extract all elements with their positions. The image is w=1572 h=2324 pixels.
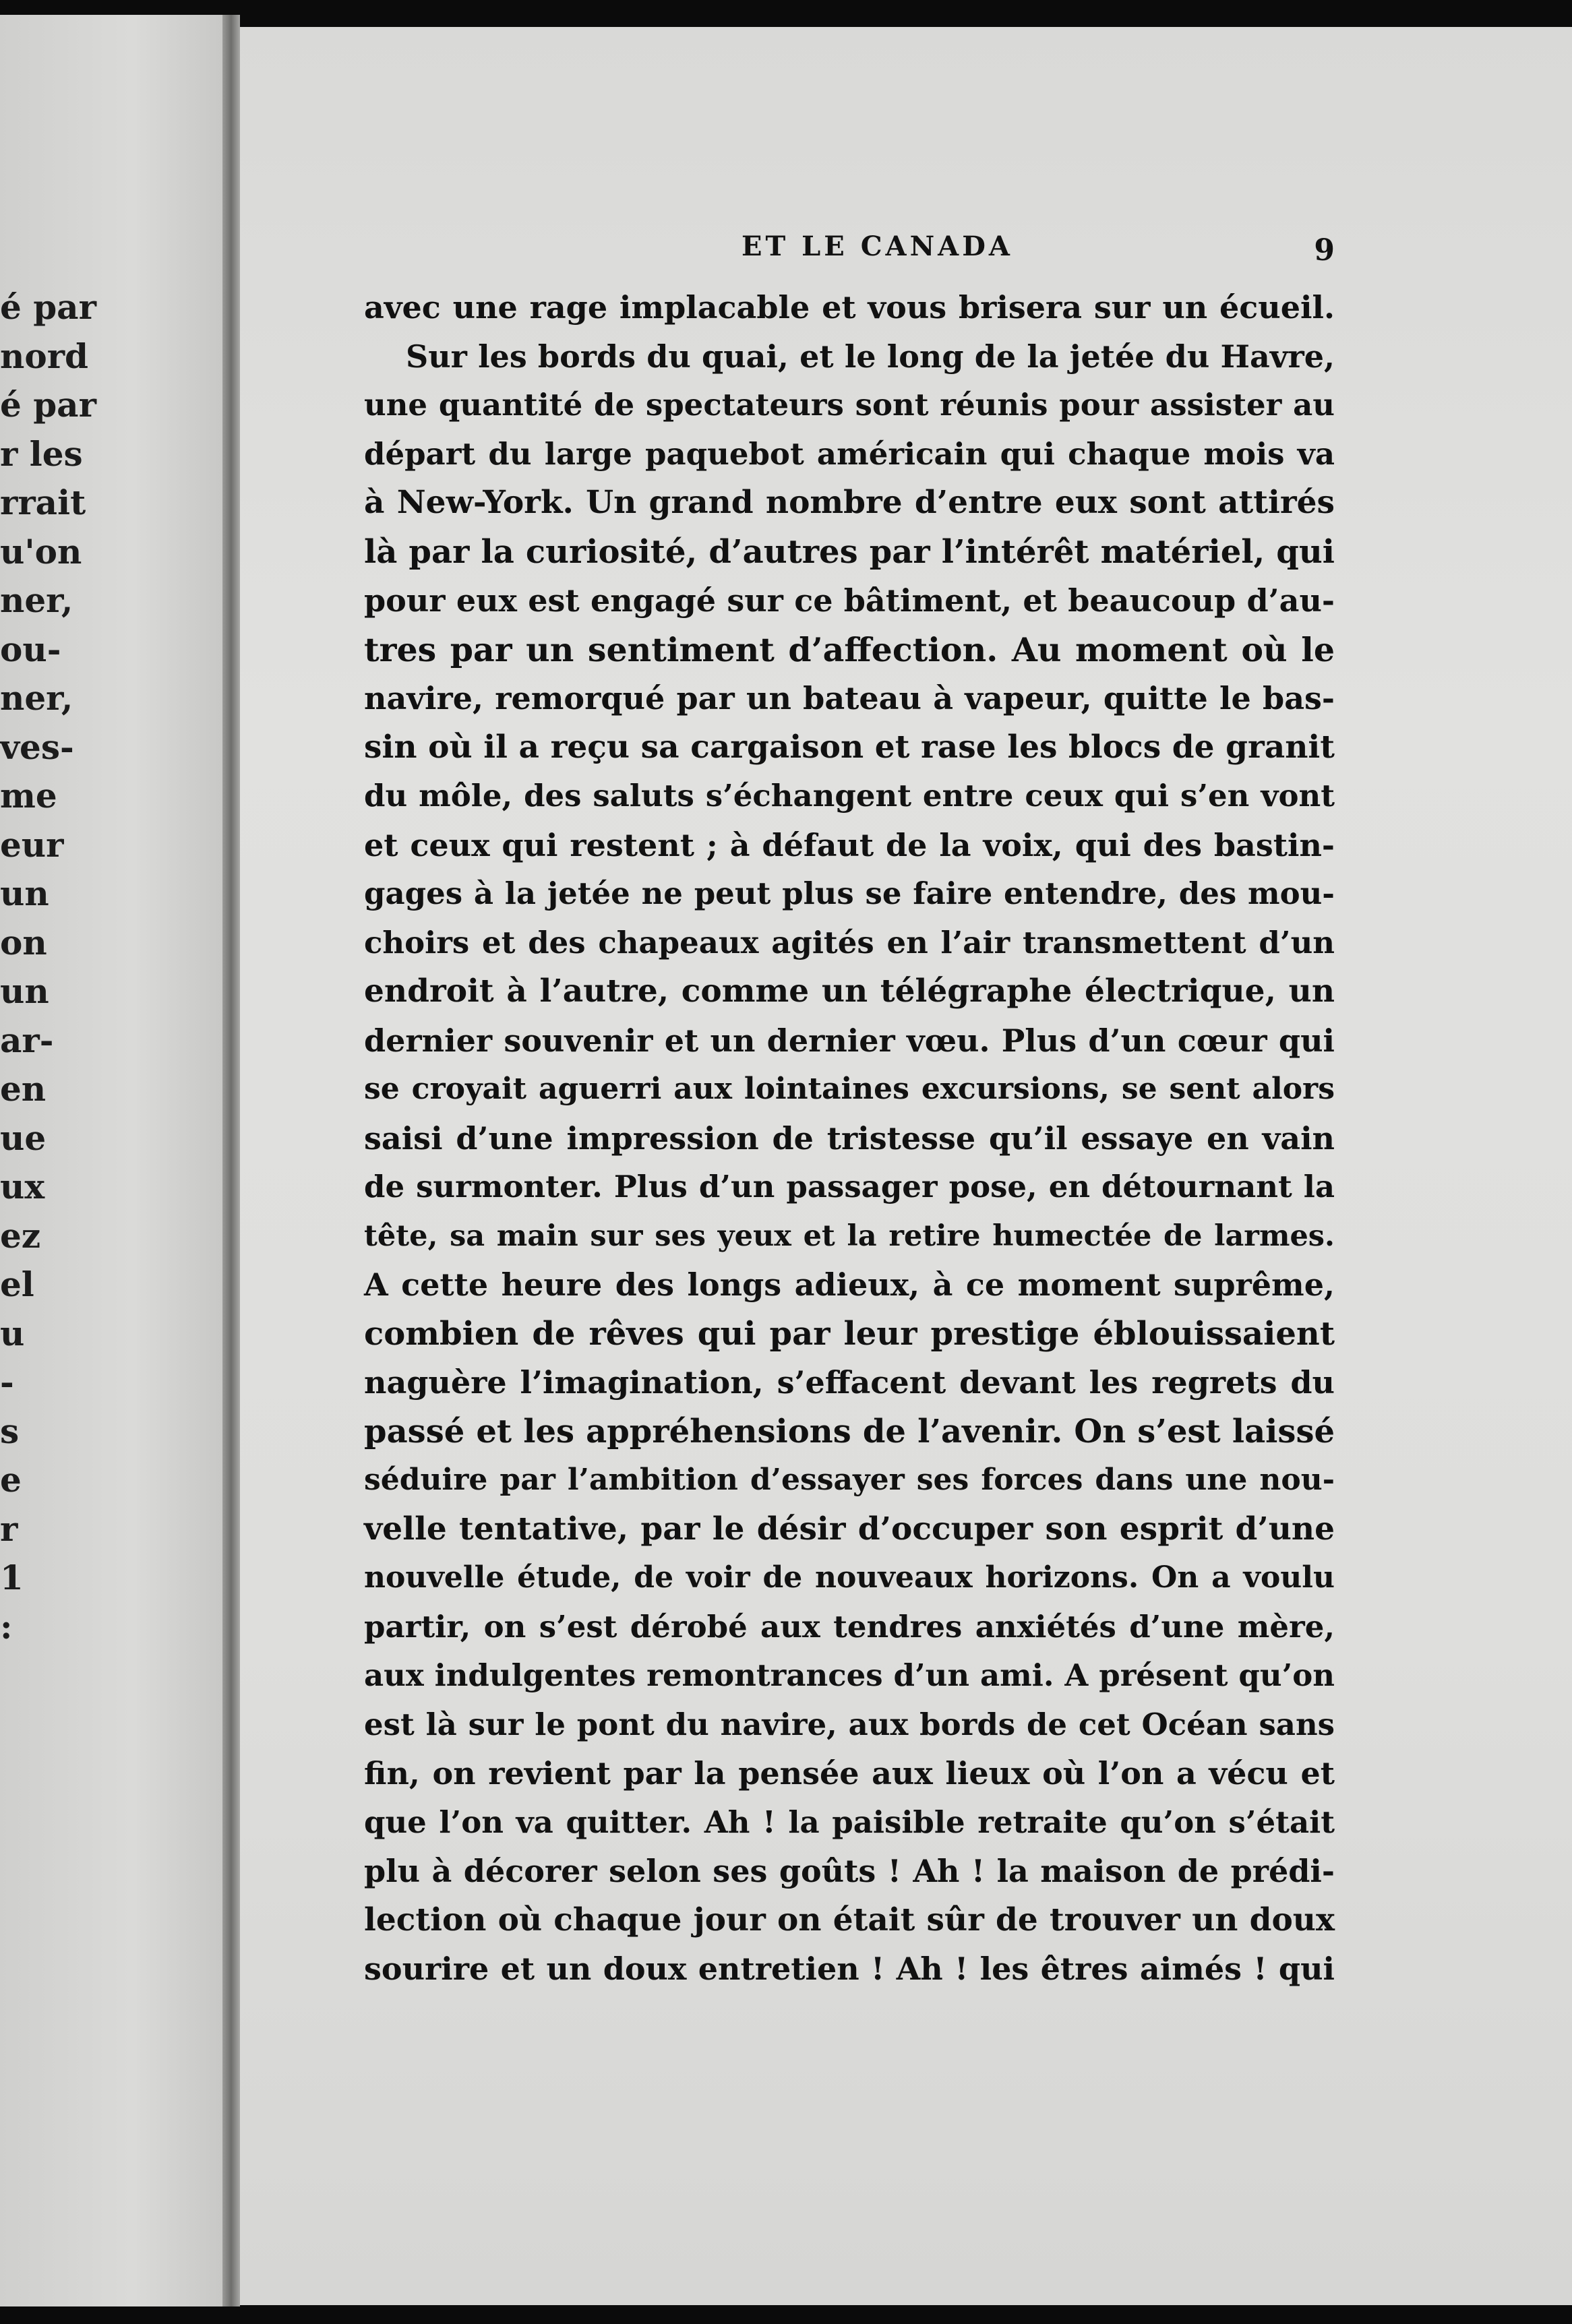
left-page-fragment: en [0, 1069, 47, 1109]
text-line: est là sur le pont du navire, aux bords de cet Océan sans [364, 1706, 1335, 1742]
text-line: endroit à l’autre, comme un télégraphe électrique, un [364, 973, 1335, 1010]
left-page-fragment: ner, [0, 580, 73, 620]
text-line: fin, on revient par la pensée aux lieux où l’on a vécu et [364, 1755, 1335, 1792]
text-line: sourire et un doux entretien ! Ah ! les êtres aimés ! qui [364, 1951, 1335, 1987]
text-line: à New-York. Un grand nombre d’entre eux sont attirés [364, 484, 1335, 521]
left-page-fragment: 1 [0, 1558, 24, 1597]
left-page-fragment: s [0, 1411, 20, 1451]
text-line: et ceux qui restent ; à défaut de la voix, qui des bastin- [364, 826, 1335, 863]
text-line: navire, remorqué par un bateau à vapeur, quitte le bas- [364, 680, 1335, 716]
left-page-fragment: el [0, 1264, 34, 1304]
left-page [0, 15, 222, 2306]
scan-bottom-border [0, 2306, 1572, 2324]
left-page-fragment: u [0, 1313, 25, 1353]
text-line: se croyait aguerri aux lointaines excursions, se sent alors [364, 1072, 1335, 1106]
left-page-fragment: me [0, 776, 57, 816]
text-line: aux indulgentes remontrances d’un ami. A présent qu’on [364, 1657, 1335, 1693]
text-line: nouvelle étude, de voir de nouveaux horizons. On a voulu [364, 1560, 1335, 1595]
left-page-fragment: e [0, 1460, 22, 1500]
text-line: saisi d’une impression de tristesse qu’il essaye en vain [364, 1120, 1335, 1157]
text-line: choirs et des chapeaux agités en l’air transmettent d’un [364, 924, 1335, 960]
text-line: combien de rêves qui par leur prestige éblouissaient [364, 1314, 1335, 1353]
left-page-fragment: ou- [0, 629, 61, 669]
text-line: A cette heure des longs adieux, à ce moment suprême, [364, 1266, 1335, 1303]
left-page-fragment: ez [0, 1215, 41, 1256]
text-line: sin où il a reçu sa cargaison et rase les blocs de granit [364, 728, 1335, 766]
scan-top-border [0, 0, 1572, 15]
text-line: de surmonter. Plus d’un passager pose, en détournant la [364, 1169, 1335, 1204]
text-line: Sur les bords du quai, et le long de la jetée du Havre, [406, 338, 1335, 375]
text-line: une quantité de spectateurs sont réunis pour assister au [364, 387, 1335, 423]
left-page-fragment: - [0, 1362, 14, 1402]
text-line: tres par un sentiment d’affection. Au moment où le [364, 630, 1335, 669]
left-page-fragment: : [0, 1606, 13, 1647]
left-page-fragment: r [0, 1508, 18, 1549]
left-page-fragment: eur [0, 824, 64, 865]
text-line: gages à la jetée ne peut plus se faire entendre, des mou- [364, 876, 1335, 911]
left-page-fragment: ner, [0, 678, 73, 718]
text-line: avec une rage implacable et vous brisera sur un écueil. [364, 289, 1335, 326]
left-page-fragment: é par [0, 287, 96, 327]
left-page-fragment: ux [0, 1167, 45, 1206]
text-line: naguère l’imagination, s’effacent devant les regrets du [364, 1364, 1335, 1401]
left-page-fragment: nord [0, 336, 89, 376]
text-line: du môle, des saluts s’échangent entre ceux qui s’en vont [364, 778, 1335, 814]
left-page-text-fragments [0, 283, 222, 1651]
left-page-fragment: é par [0, 385, 96, 425]
text-line: lection où chaque jour on était sûr de trouver un doux [364, 1901, 1335, 1938]
text-line: séduire par l’ambition d’essayer ses forces dans une nou- [364, 1463, 1335, 1497]
left-page-fragment: un [0, 971, 49, 1011]
left-page-fragment: on [0, 922, 47, 962]
text-line: velle tentative, par le désir d’occuper son esprit d’une [364, 1510, 1335, 1548]
running-title: ET LE CANADA [742, 231, 1013, 262]
text-line: dernier souvenir et un dernier vœu. Plus d’un cœur qui [364, 1022, 1335, 1059]
text-line: là par la curiosité, d’autres par l’intérêt matériel, qui [364, 532, 1335, 571]
left-page-fragment: r les [0, 433, 83, 474]
text-line: partir, on s’est dérobé aux tendres anxiétés d’une mère, [364, 1608, 1335, 1645]
left-page-fragment: ue [0, 1118, 47, 1158]
text-line: pour eux est engagé sur ce bâtiment, et beaucoup d’au- [364, 582, 1335, 619]
book-gutter [222, 15, 240, 2306]
left-page-fragment: ar- [0, 1020, 54, 1060]
text-line: départ du large paquebot américain qui chaque mois va [364, 435, 1335, 472]
left-page-fragment: rrait [0, 483, 86, 522]
body-text [364, 283, 1335, 1994]
text-line: tête, sa main sur ses yeux et la retire humectée de larmes. [364, 1219, 1335, 1253]
left-page-fragment: u'on [0, 531, 82, 572]
left-page-fragment: un [0, 874, 49, 913]
text-line: que l’on va quitter. Ah ! la paisible retraite qu’on s’était [364, 1804, 1335, 1840]
text-line: plu à décorer selon ses goûts ! Ah ! la maison de prédi- [364, 1853, 1335, 1889]
text-line: passé et les appréhensions de l’avenir. On s’est laissé [364, 1412, 1335, 1450]
running-head [377, 231, 1348, 271]
left-page-fragment: ves- [0, 727, 74, 767]
page-number: 9 [1314, 233, 1335, 268]
